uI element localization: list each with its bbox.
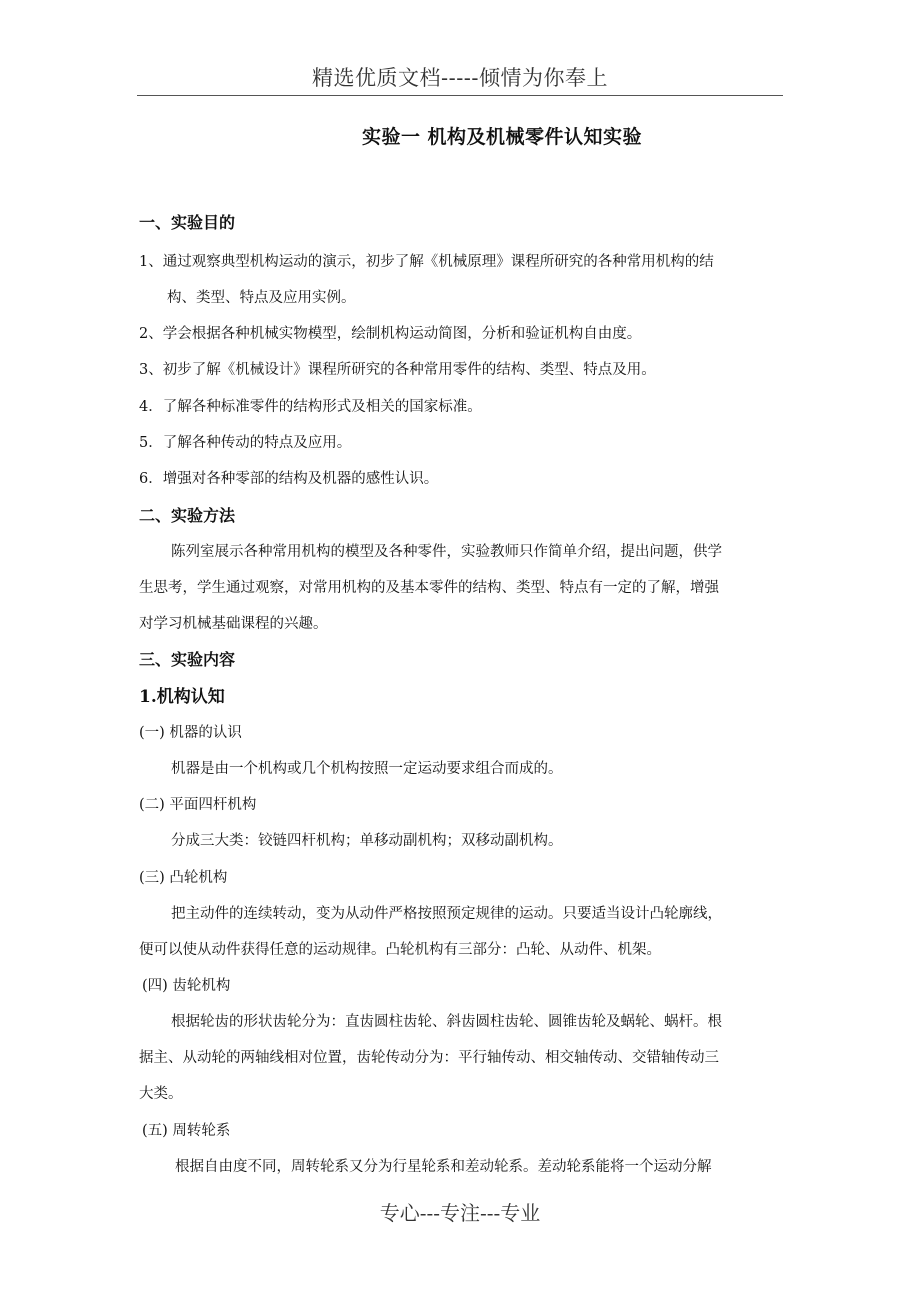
- item-label-epicyclic: (五) 周转轮系: [142, 1123, 231, 1139]
- page-header: 精选优质文档-----倾情为你奉上: [312, 66, 608, 90]
- method-paragraph-line-1: 陈列室展示各种常用机构的模型及各种零件，实验教师只作简单介绍，提出问题，供学: [171, 544, 722, 560]
- purpose-item-3: 3、初步了解《机械设计》课程所研究的各种常用零件的结构、类型、特点及用。: [139, 362, 656, 378]
- subsection-heading-mechanism: 1.机构认知: [139, 687, 225, 707]
- item-label-machine: (一) 机器的认识: [139, 725, 242, 741]
- item-label-cam: (三) 凸轮机构: [139, 870, 228, 886]
- purpose-item-6: 6．增强对各种零部的结构及机器的感性认识。: [139, 471, 439, 487]
- header-rule: [137, 95, 783, 96]
- item-text-epicyclic-line-1: 根据自由度不同，周转轮系又分为行星轮系和差动轮系。差动轮系能将一个运动分解: [175, 1159, 712, 1175]
- item-text-gear-line-2: 据主、从动轮的两轴线相对位置，齿轮传动分为：平行轴传动、相交轴传动、交错轴传动三: [139, 1050, 719, 1066]
- page-footer: 专心---专注---专业: [379, 1201, 541, 1225]
- item-label-gear: (四) 齿轮机构: [142, 978, 231, 994]
- method-paragraph-line-3: 对学习机械基础课程的兴趣。: [139, 616, 328, 632]
- method-paragraph-line-2: 生思考，学生通过观察，对常用机构的及基本零件的结构、类型、特点有一定的了解，增强: [139, 580, 719, 596]
- purpose-item-2: 2、学会根据各种机械实物模型，绘制机构运动简图，分析和验证机构自由度。: [139, 326, 642, 342]
- purpose-item-4: 4．了解各种标准零件的结构形式及相关的国家标准。: [139, 399, 482, 415]
- item-text-four-bar: 分成三大类：铰链四杆机构；单移动副机构；双移动副机构。: [171, 833, 563, 849]
- document-title: 实验一 机构及机械零件认知实验: [361, 126, 643, 148]
- item-text-cam-line-1: 把主动件的连续转动，变为从动件严格按照预定规律的运动。只要适当设计凸轮廓线，: [171, 906, 722, 922]
- section-heading-purpose: 一、实验目的: [139, 213, 236, 232]
- item-text-cam-line-2: 便可以使从动件获得任意的运动规律。凸轮机构有三部分：凸轮、从动件、机架。: [139, 942, 661, 958]
- section-heading-content: 三、实验内容: [139, 650, 236, 669]
- item-text-machine: 机器是由一个机构或几个机构按照一定运动要求组合而成的。: [171, 761, 563, 777]
- purpose-item-1: 1、通过观察典型机构运动的演示，初步了解《机械原理》课程所研究的各种常用机构的结: [139, 254, 714, 270]
- item-text-gear-line-3: 大类。: [139, 1086, 183, 1102]
- purpose-item-1-cont: 构、类型、特点及应用实例。: [167, 290, 356, 306]
- section-heading-method: 二、实验方法: [139, 506, 236, 525]
- item-label-four-bar: (二) 平面四杆机构: [139, 797, 257, 813]
- item-text-gear-line-1: 根据轮齿的形状齿轮分为：直齿圆柱齿轮、斜齿圆柱齿轮、圆锥齿轮及蜗轮、蜗杆。根: [171, 1014, 722, 1030]
- purpose-item-5: 5．了解各种传动的特点及应用。: [139, 435, 352, 451]
